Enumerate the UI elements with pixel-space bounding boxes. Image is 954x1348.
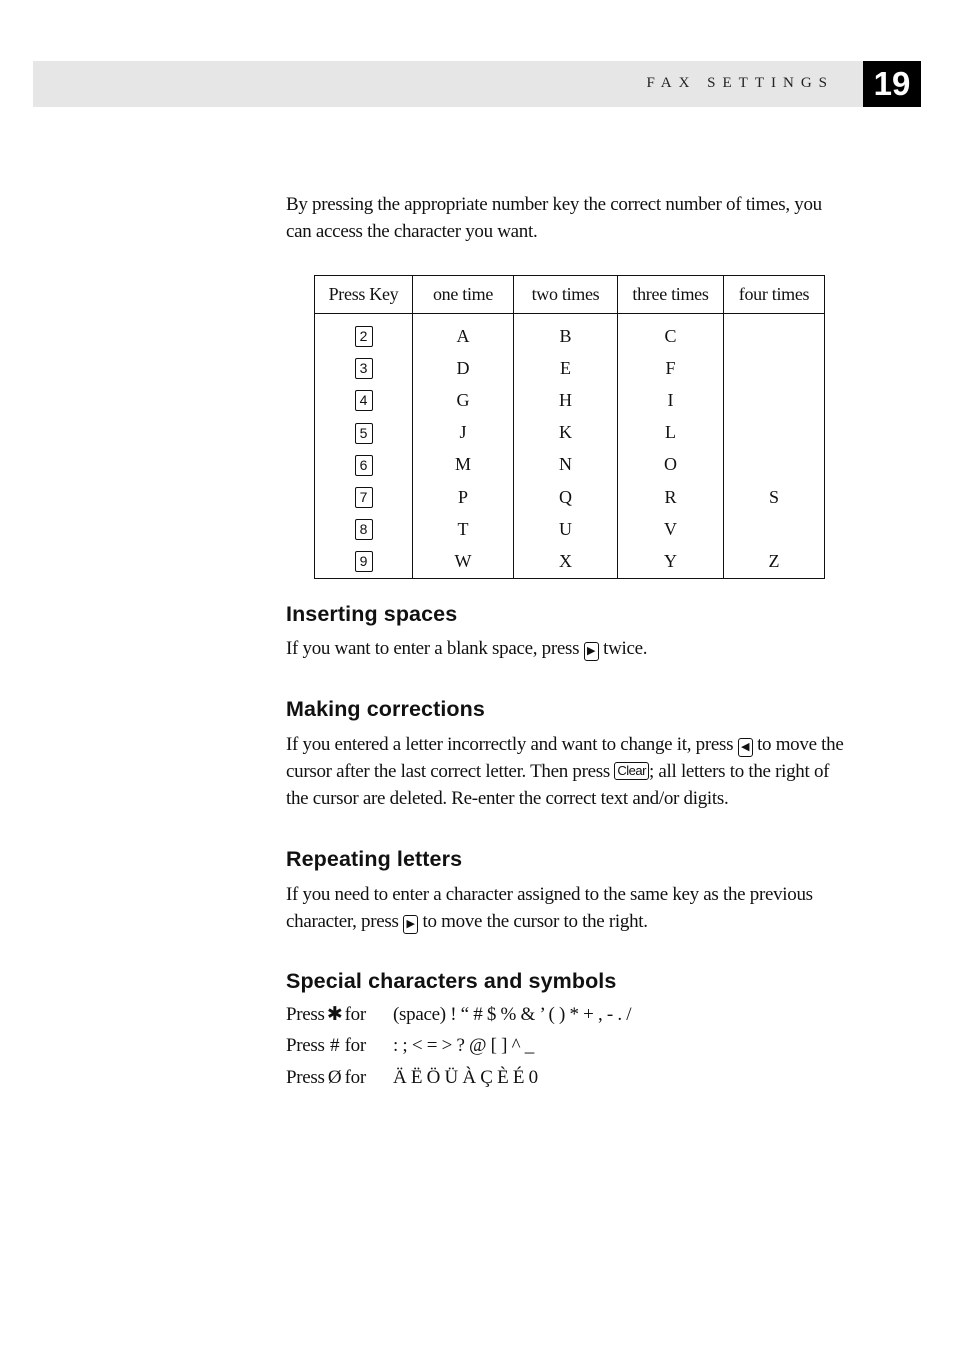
char-cell: O [618, 449, 724, 481]
intro-paragraph: By pressing the appropriate number key the correct number of times, you can access the character you want. [286, 194, 822, 242]
key-cell [315, 449, 413, 481]
col-one-time: one time [413, 276, 514, 314]
symbol-key-icon: Ø [327, 1067, 342, 1088]
char-cell: B [514, 314, 618, 353]
table-row [315, 352, 825, 384]
table-row [315, 513, 825, 545]
key-cell [315, 417, 413, 449]
char-cell: F [618, 352, 724, 384]
key-cell [315, 481, 413, 513]
char-cell: G [413, 384, 514, 416]
char-cell: I [618, 384, 724, 416]
char-cell: Z [724, 545, 825, 578]
char-cell: M [413, 449, 514, 481]
char-cell [724, 384, 825, 416]
number-key-icon: 4 [355, 390, 373, 411]
symbol-key-icon: ✱ [326, 1004, 343, 1025]
char-cell: Y [618, 545, 724, 578]
heading-inserting-spaces: Inserting spaces [286, 602, 458, 626]
table-row [315, 417, 825, 449]
col-four-times: four times [724, 276, 825, 314]
special-char-row: Press ✱ for (space) ! “ # $ % & ’ ( ) * + , - . / [286, 1004, 632, 1025]
char-cell: H [514, 384, 618, 416]
char-cell: U [514, 513, 618, 545]
char-cell: K [514, 417, 618, 449]
special-char-list: Ä Ë Ö Ü À Ç È É 0 [393, 1067, 538, 1088]
char-cell [724, 314, 825, 353]
table-row [315, 449, 825, 481]
key-cell [315, 352, 413, 384]
heading-special-characters: Special characters and symbols [286, 969, 617, 993]
char-cell: S [724, 481, 825, 513]
char-cell: J [413, 417, 514, 449]
char-cell: X [514, 545, 618, 578]
key-cell [315, 513, 413, 545]
special-char-row: Press Ø for Ä Ë Ö Ü À Ç È É 0 [286, 1067, 538, 1088]
key-cell [315, 545, 413, 578]
number-key-icon: 6 [355, 455, 373, 476]
number-key-icon: 7 [355, 487, 373, 508]
number-key-icon: 8 [355, 519, 373, 540]
char-cell: P [413, 481, 514, 513]
char-cell: R [618, 481, 724, 513]
table-row [315, 545, 825, 578]
number-key-icon: 3 [355, 358, 373, 379]
right-arrow-key-icon: ▶ [403, 915, 418, 934]
special-char-row: Press # for : ; < = > ? @ [ ] ^ _ [286, 1035, 534, 1056]
col-press-key: Press Key [315, 276, 413, 314]
number-key-icon: 9 [355, 551, 373, 572]
char-cell: A [413, 314, 514, 353]
symbol-key-icon: # [330, 1035, 340, 1056]
char-cell: C [618, 314, 724, 353]
table-row [315, 384, 825, 416]
char-cell: E [514, 352, 618, 384]
char-cell: N [514, 449, 618, 481]
number-key-icon: 2 [355, 326, 373, 347]
char-cell: L [618, 417, 724, 449]
left-arrow-key-icon: ◀ [738, 738, 753, 757]
col-three-times: three times [618, 276, 724, 314]
key-cell [315, 314, 413, 353]
page-number: 19 [863, 61, 921, 107]
key-character-table [314, 275, 825, 579]
right-arrow-key-icon: ▶ [584, 642, 599, 661]
char-cell [724, 417, 825, 449]
heading-repeating-letters: Repeating letters [286, 847, 463, 871]
char-cell: V [618, 513, 724, 545]
char-cell [724, 352, 825, 384]
section-title: FAX SETTINGS [646, 75, 834, 91]
inserting-paragraph: If you want to enter a blank space, press ▶ twice. [286, 638, 648, 659]
corrections-paragraph: If you entered a letter incorrectly and want to change it, press ◀ to move the cursor after the last correct letter. Then press Clear ; all letters to the right of the cursor are deleted. Re-enter the correct text and/or digits. [286, 734, 844, 809]
char-cell: D [413, 352, 514, 384]
table-row [315, 481, 825, 513]
repeating-paragraph: If you need to enter a character assigned to the same key as the previous character, press ▶ to move the cursor to the right. [286, 884, 813, 932]
char-cell [724, 449, 825, 481]
char-cell [724, 513, 825, 545]
char-cell: Q [514, 481, 618, 513]
table-row [315, 314, 825, 353]
heading-making-corrections: Making corrections [286, 697, 485, 721]
char-cell: T [413, 513, 514, 545]
number-key-icon: 5 [355, 423, 373, 444]
col-two-times: two times [514, 276, 618, 314]
clear-key-icon: Clear [614, 762, 649, 780]
special-char-list: (space) ! “ # $ % & ’ ( ) * + , - . / [393, 1004, 632, 1025]
char-cell: W [413, 545, 514, 578]
special-char-list: : ; < = > ? @ [ ] ^ _ [393, 1035, 534, 1056]
key-cell [315, 384, 413, 416]
